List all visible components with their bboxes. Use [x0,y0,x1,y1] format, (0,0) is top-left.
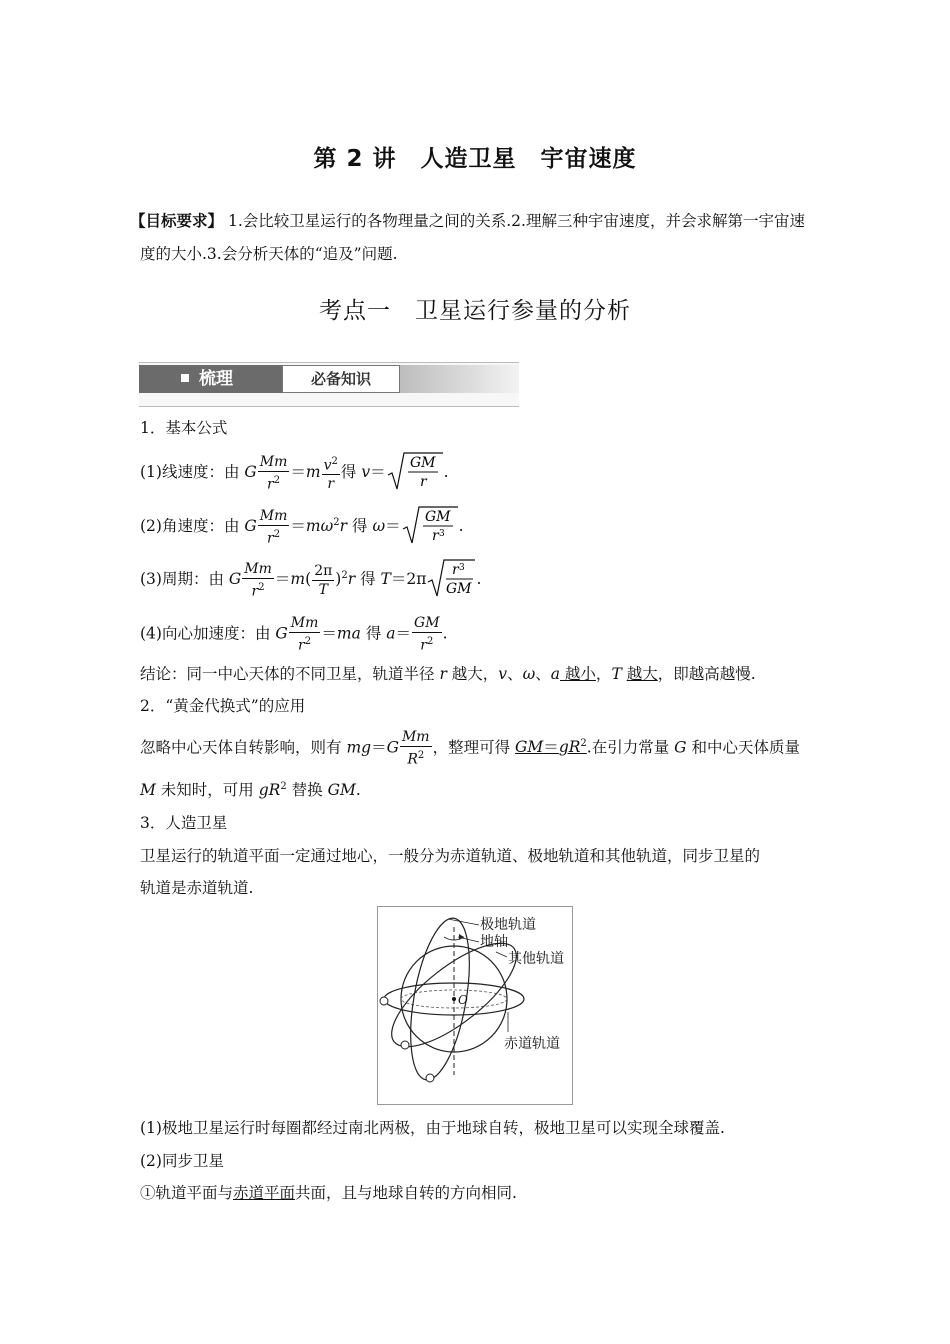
p6-c: 共面，且与地球自转的方向相同. [295,1184,517,1202]
goals-tag: 【目标要求】 [130,212,224,230]
svg-text:r: r [419,474,427,490]
f4-de: 得 [365,624,382,643]
conclusion-d: ， [595,665,612,683]
formula-linear-velocity: (1)线速度：由 G $\frac{Mm}{r^2}$ ＝m $\frac{v^2}{r}$ 得 v＝ GM r . [140,451,449,495]
conclusion: 结论：同一中心天体的不同卫星，轨道半径 r 越大，v、ω、a 越小，T 越大，即越高越慢. [140,665,756,683]
p2-b: ，整理可得 [432,738,516,757]
golden-substitution-text-2: M 未知时，可用 $gR^2$ 替换 GM. [140,780,361,799]
lesson-title: 第 2 讲 人造卫星 宇宙速度 [313,146,637,172]
p2-a: 忽略中心天体自转影响，则有 [140,738,347,757]
f4-end: . [442,624,448,643]
center-label: O [458,993,468,1007]
svg-text:3: 3 [438,529,445,539]
f3-prefix: (3)周期：由 [140,570,229,588]
svg-text:3: 3 [459,563,466,573]
svg-text:GM: GM [446,581,472,597]
banner-light-label: 必备知识 [282,365,400,393]
section-banner [139,362,519,407]
golden-substitution-text: 忽略中心天体自转影响，则有 mg＝G $\frac{Mm}{R^2}$ ，整理可得 $GM=gR^2$.在引力常量 G 和中心天体质量 [140,729,800,768]
p2-d: 和中心天体质量 [686,738,800,757]
svg-text:r: r [452,562,460,578]
f1-de: 得 [340,463,357,481]
heading-artificial-satellite: 3．人造卫星 [140,814,228,832]
goals-text: 1.会比较卫星运行的各物理量之间的关系.2.理解三种宇宙速度，并会求解第一宇宙速度的大小.3.会分析天体的“追及”问题. [140,212,805,263]
f2-end: . [458,517,464,535]
conclusion-answer-larger: 越大 [626,665,658,683]
satellite-equatorial [380,997,388,1005]
label-polar-orbit: 极地轨道 [480,917,536,933]
geostationary-text [140,1181,517,1203]
label-earth-axis: 地轴 [480,934,508,950]
p6-a: ①轨道平面与 [140,1184,234,1202]
heading-basic-formulas: 1．基本公式 [140,419,228,437]
formula-period: (3)周期：由 G $\frac{Mm}{r^2}$ ＝m( $\frac{2\pi}{T}$ )$^2$r 得 T＝2π r 3 GM . [140,558,481,602]
golden-formula-answer: $GM=gR^2$ [515,738,587,757]
conclusion-answer-smaller: 越小 [559,665,596,683]
sqrt-sign [401,505,459,549]
sqrt-sign [386,451,444,495]
satellite-other [401,1041,409,1049]
satellite-orbit-text-2: 轨道是赤道轨道. [140,879,254,897]
conclusion-f: ，即越高越慢. [657,665,756,683]
f2-de: 得 [352,517,368,535]
conclusion-b: 越大， [446,665,499,683]
p2-c: .在引力常量 [586,738,675,757]
svg-text:r: r [431,528,439,544]
banner-dark-label: 梳理 [199,369,233,389]
label-other-orbit: 其他轨道 [508,951,564,967]
p2-g: . [355,781,361,799]
f1-prefix: (1)线速度：由 [140,463,245,481]
f3-de: 得 [360,570,376,588]
formula-angular-velocity: (2)角速度：由 G $\frac{Mm}{r^2}$ $=m\omega^2r$ 得 ω＝ GM r 3 . [140,505,464,549]
f2-prefix: (2)角速度：由 [140,517,245,535]
f3-end: . [476,570,482,588]
f4-prefix: (4)向心加速度：由 [140,624,276,643]
orbit-diagram [377,906,573,1105]
sqrt-sign [426,558,476,602]
satellite-orbit-text-1: 卫星运行的轨道平面一定通过地心，一般分为赤道轨道、极地轨道和其他轨道，同步卫星的 [140,847,761,865]
banner-gradient [400,365,519,393]
conclusion-a: 结论：同一中心天体的不同卫星，轨道半径 [140,665,440,683]
svg-text:GM: GM [424,509,451,525]
label-equatorial-orbit: 赤道轨道 [504,1036,560,1052]
heading-golden-substitution: 2．“黄金代换式”的应用 [140,697,306,715]
formula-centripetal-acceleration: (4)向心加速度：由 G $\frac{Mm}{r^2}$ ＝ma 得 a＝ $\frac{GM}{r^2}$ . [140,615,448,654]
svg-text:GM: GM [409,455,436,471]
p2-f: 替换 [286,781,328,799]
banner-dark-tab [139,365,282,393]
square-bullet-icon [181,374,189,382]
section-title: 考点一 卫星运行参量的分析 [319,298,631,324]
p2-e: 未知时，可用 [155,781,259,799]
p6-answer-equatorial-plane: 赤道平面 [233,1184,296,1202]
polar-satellite-text: (1)极地卫星运行时每圈都经过南北两极，由于地球自转，极地卫星可以实现全球覆盖. [140,1119,725,1137]
geostationary-heading: (2)同步卫星 [140,1152,224,1170]
learning-goals [130,205,812,271]
f1-end: . [443,463,449,481]
satellite-polar [426,1074,434,1082]
